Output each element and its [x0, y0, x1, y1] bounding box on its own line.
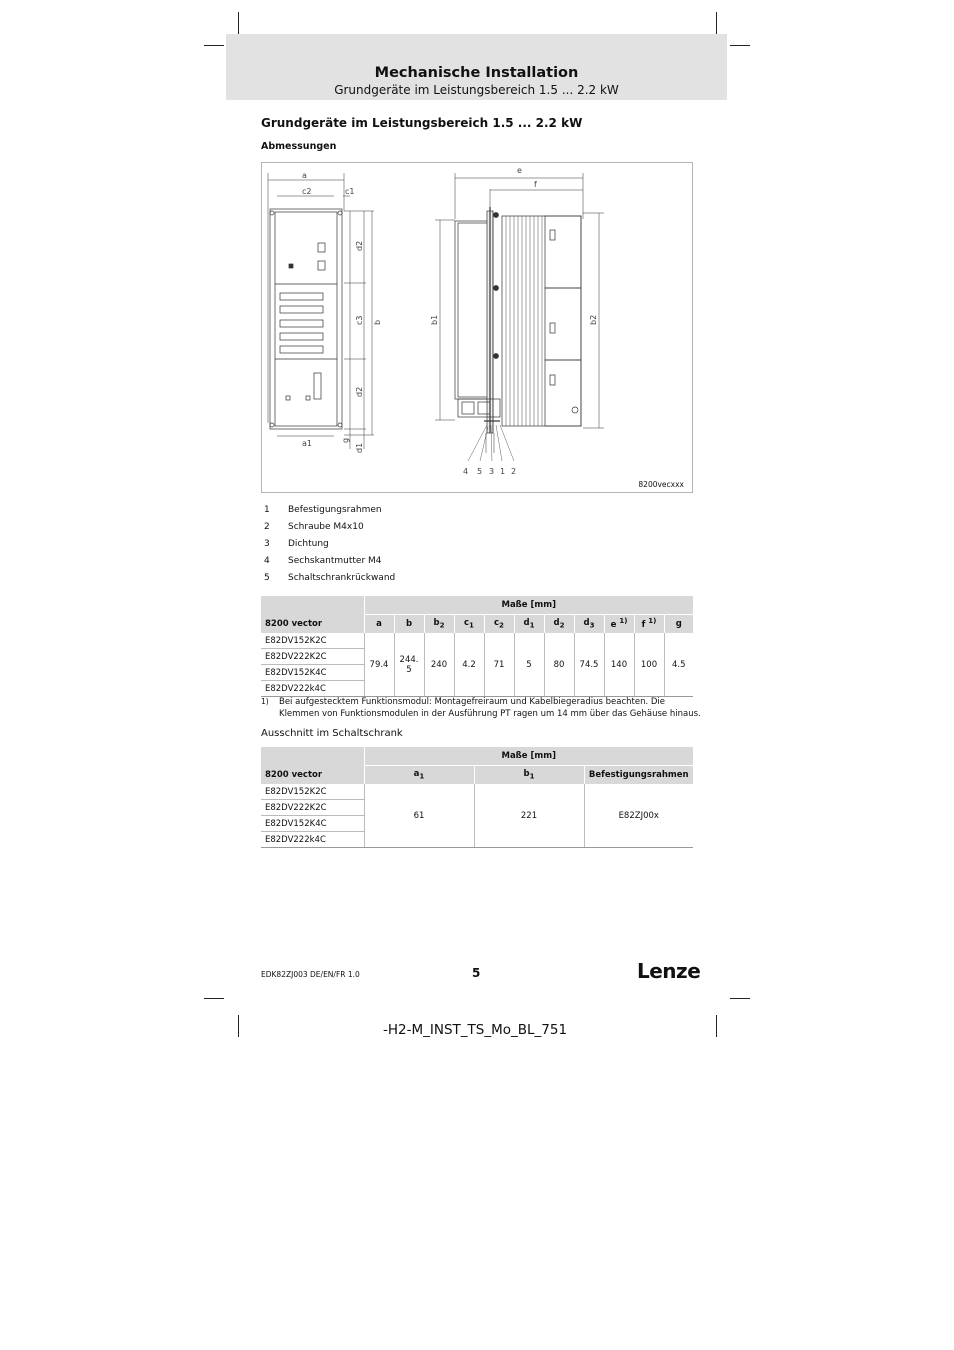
table1-col-header — [394, 614, 424, 633]
col-header-sub: 2 — [439, 620, 445, 630]
footnote-text: Bei aufgestecktem Funktionsmodul: Montagefreiraum und Kabelbiegeradius beachten. Die Klemmen von Funktionsmodulen in der Ausführung PT ragen um 14 mm über das Gehäuse hinaus. — [279, 697, 701, 719]
legend-item — [264, 571, 395, 588]
table2-model-cell: E82DV222k4C — [261, 832, 364, 848]
figure-code: 8200vecxxx — [638, 480, 684, 489]
label-c3: c3 — [355, 315, 364, 325]
crop-mark — [204, 45, 224, 46]
callout-1: 1 — [500, 467, 506, 476]
col-header-base: c — [494, 617, 500, 628]
table2-corner — [261, 747, 364, 765]
col-header-base: f — [641, 620, 646, 631]
value-d1: 5 — [514, 633, 544, 697]
dimensions-table — [261, 596, 693, 697]
table1-model-cell: E82DV152K2C — [261, 633, 364, 649]
table1-col-header — [604, 614, 634, 633]
col-b1-base: b — [523, 768, 530, 779]
figure-legend — [264, 503, 395, 588]
legend-item — [264, 554, 395, 571]
table1-model-cell: E82DV152K4C — [261, 665, 364, 681]
col-header-base: c — [464, 617, 470, 628]
value-a: 79.4 — [364, 633, 394, 697]
table2-col-a1 — [364, 765, 474, 784]
header-band — [226, 34, 727, 100]
dimensions-heading: Abmessungen — [261, 141, 337, 152]
col-header-base: d — [583, 617, 590, 628]
callout-2: 2 — [511, 467, 517, 476]
label-c2: c2 — [302, 187, 312, 196]
dimension-drawing — [261, 162, 693, 493]
value-f: 100 — [634, 633, 664, 697]
value-g: 4.5 — [664, 633, 693, 697]
legend-text: Schraube M4x10 — [288, 522, 364, 532]
legend-text: Schaltschrankrückwand — [288, 573, 396, 583]
table2-col-b1 — [474, 765, 584, 784]
crop-mark — [238, 12, 239, 34]
crop-mark — [716, 12, 717, 34]
table2-group-header: Maße [mm] — [364, 747, 693, 765]
col-header-base: g — [675, 618, 682, 629]
header-title: Mechanische Installation — [374, 65, 579, 81]
cutout-heading: Ausschnitt im Schaltschrank — [261, 728, 403, 739]
crop-mark — [204, 998, 224, 999]
value-d3: 74.5 — [574, 633, 604, 697]
col-header-sub: 3 — [589, 620, 595, 630]
col-header-sub: 2 — [499, 620, 504, 630]
label-a: a — [302, 171, 307, 180]
table2-model-header: 8200 vector — [261, 765, 364, 784]
front-view — [268, 173, 374, 449]
table2-model-cell: E82DV152K2C — [261, 784, 364, 800]
value-b: 244. 5 — [394, 633, 424, 697]
table1-col-header — [364, 614, 394, 633]
value-a1: 61 — [364, 784, 474, 848]
value-c2: 71 — [484, 633, 514, 697]
value-c1: 4.2 — [454, 633, 484, 697]
col-header-base: e — [610, 620, 617, 631]
callout-3: 3 — [489, 467, 495, 476]
col-header-sup: 1) — [648, 617, 657, 626]
table1-col-header — [424, 614, 454, 633]
table1-corner — [261, 596, 364, 614]
section-title: Grundgeräte im Leistungsbereich 1.5 ... 2.2 kW — [261, 116, 583, 130]
table1-col-header — [634, 614, 664, 633]
table2-col-frame: Befestigungsrahmen — [584, 765, 693, 784]
header-subtitle: Grundgeräte im Leistungsbereich 1.5 ... 2.2 kW — [334, 83, 619, 97]
crop-mark — [716, 1015, 717, 1037]
table1-col-header — [514, 614, 544, 633]
value-b2: 240 — [424, 633, 454, 697]
table1-model-cell: E82DV222K2C — [261, 649, 364, 665]
col-header-sub: 1 — [469, 620, 474, 630]
label-g: g — [341, 437, 350, 443]
table2-model-cell: E82DV222K2C — [261, 800, 364, 816]
col-header-base: b — [405, 618, 413, 629]
crop-mark — [730, 45, 750, 46]
legend-item — [264, 520, 395, 537]
col-header-base: a — [376, 618, 382, 629]
col-a1-base: a — [413, 768, 420, 779]
side-view — [435, 173, 604, 461]
label-b1: b1 — [430, 314, 439, 325]
label-e: e — [517, 166, 522, 175]
page-number: 5 — [472, 966, 481, 980]
table1-col-header — [544, 614, 574, 633]
legend-text: Sechskantmutter M4 — [288, 556, 382, 566]
label-d2-bot: d2 — [355, 386, 364, 397]
table1-col-header — [664, 614, 693, 633]
legend-number: 2 — [264, 522, 270, 532]
col-header-base: d — [553, 617, 560, 628]
label-d1: d1 — [355, 442, 364, 453]
col-a1-sub: 1 — [419, 771, 425, 781]
col-header-base: d — [523, 617, 530, 628]
value-e: 140 — [604, 633, 634, 697]
document-code: EDK82ZJ003 DE/EN/FR 1.0 — [261, 970, 360, 979]
crop-mark — [238, 1015, 239, 1037]
table1-col-header — [454, 614, 484, 633]
legend-number: 5 — [264, 573, 270, 583]
col-header-sup: 1) — [619, 617, 628, 626]
table1-col-header — [574, 614, 604, 633]
legend-item — [264, 503, 395, 520]
cutout-table — [261, 747, 693, 848]
col-header-base: b — [433, 617, 440, 628]
legend-text: Befestigungsrahmen — [288, 505, 382, 515]
label-a1: a1 — [302, 439, 312, 448]
footnote — [261, 697, 701, 720]
job-code: -H2-M_INST_TS_Mo_BL_751 — [383, 1022, 568, 1038]
label-b2: b2 — [589, 314, 598, 325]
table2-model-cell: E82DV152K4C — [261, 816, 364, 832]
footnote-mark: 1) — [261, 697, 269, 706]
device-drawing-svg — [262, 163, 694, 494]
value-d2: 80 — [544, 633, 574, 697]
callout-4: 4 — [463, 467, 469, 476]
table1-col-header — [484, 614, 514, 633]
label-b: b — [373, 319, 382, 325]
legend-number: 4 — [264, 556, 270, 566]
callout-5: 5 — [477, 467, 483, 476]
legend-number: 3 — [264, 539, 270, 549]
col-header-sub: 1 — [529, 620, 535, 630]
value-b1: 221 — [474, 784, 584, 848]
legend-number: 1 — [264, 505, 270, 515]
label-d2-top: d2 — [355, 240, 364, 251]
col-b1-sub: 1 — [529, 771, 535, 781]
legend-text: Dichtung — [288, 539, 329, 549]
lenze-logo: Lenze — [637, 959, 701, 983]
table1-model-cell: E82DV222k4C — [261, 681, 364, 697]
col-header-sub: 2 — [559, 620, 565, 630]
legend-item — [264, 537, 395, 554]
crop-mark — [730, 998, 750, 999]
label-c1: c1 — [345, 187, 355, 196]
table1-group-header: Maße [mm] — [364, 596, 693, 614]
value-frame: E82ZJ00x — [584, 784, 693, 848]
label-f: f — [534, 180, 537, 189]
table1-model-header: 8200 vector — [261, 614, 364, 633]
